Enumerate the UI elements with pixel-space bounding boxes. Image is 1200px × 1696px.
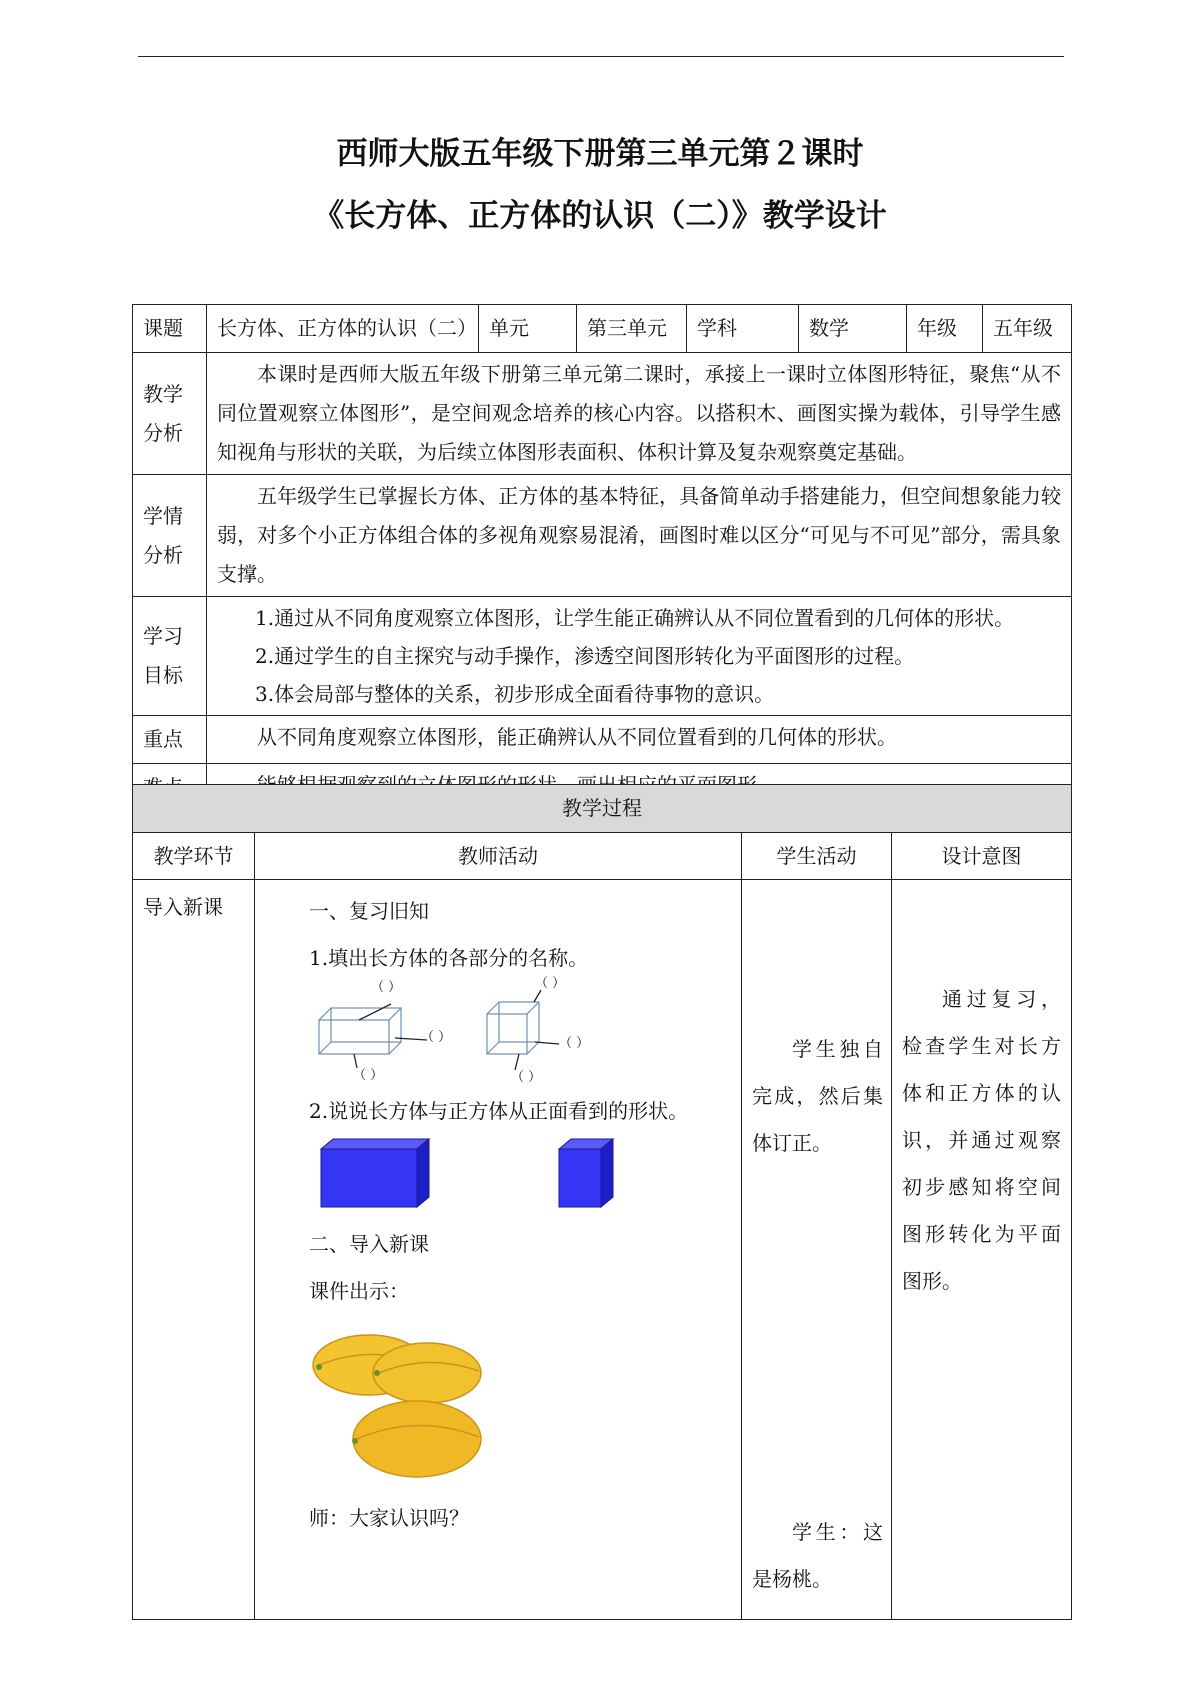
process-table: [132, 784, 1072, 1620]
subject-label: 学科: [687, 305, 799, 353]
part-blank: （ ）: [371, 980, 402, 995]
process-header: 教学过程: [133, 785, 1072, 833]
key-label: 重点: [133, 716, 207, 764]
key-text: 从不同角度观察立体图形，能正确辨认从不同位置看到的几何体的形状。: [207, 716, 1072, 764]
intent-text: 通过复习，检查学生对长方体和正方体的认识，并通过观察初步感知将空间图形转化为平面图形。: [902, 987, 1061, 1293]
question-1: 1.填出长方体的各部分的名称。: [309, 946, 589, 970]
unit-value: 第三单元: [577, 305, 687, 353]
grade-value: 五年级: [983, 305, 1072, 353]
review-heading: 一、复习旧知: [309, 899, 429, 923]
student-text-1: 学生独自完成，然后集体订正。: [752, 1037, 883, 1155]
part-blank: （ ）: [559, 1036, 590, 1051]
goals-label: 学习目标: [133, 597, 207, 716]
solid-figures: [309, 1135, 731, 1221]
intro-heading: 二、导入新课: [309, 1232, 429, 1256]
col-teacher: 教师活动: [255, 833, 742, 880]
unit-label: 单元: [479, 305, 577, 353]
question-2: 2.说说长方体与正方体从正面看到的形状。: [309, 1099, 689, 1123]
teaching-analysis-label: 教学分析: [133, 353, 207, 475]
design-intent: [892, 880, 1072, 1620]
stage-cell: 导入新课: [133, 880, 255, 1620]
goals-list: [207, 597, 1072, 716]
goal-item: 2.通过学生的自主探究与动手操作，渗透空间图形转化为平面图形的过程。: [255, 644, 915, 668]
course-value: 长方体、正方体的认识（二）: [207, 305, 479, 353]
part-blank: （ ）: [535, 976, 566, 991]
student-activity: [742, 880, 892, 1620]
page-title: 西师大版五年级下册第三单元第２课时: [336, 136, 864, 172]
header-rule: [138, 56, 1064, 57]
starfruit-picture: [309, 1315, 489, 1490]
teacher-activity: [255, 880, 742, 1620]
teaching-analysis-text: 本课时是西师大版五年级下册第三单元第二课时，承接上一课时立体图形特征，聚焦“从不同位置观察立体图形”，是空间观念培养的核心内容。以搭积木、画图实操为载体，引导学生感知视角与形状的关联，为后续立体图形表面积、体积计算及复杂观察奠定基础。: [207, 353, 1072, 475]
col-intent: 设计意图: [892, 833, 1072, 880]
student-analysis-text: 五年级学生已掌握长方体、正方体的基本特征，具备简单动手搭建能力，但空间想象能力较弱，对多个小正方体组合体的多视角观察易混淆，画图时难以区分“可见与不可见”部分，需具象支撑。: [207, 475, 1072, 597]
page-subtitle: 《长方体、正方体的认识（二）》教学设计: [313, 198, 887, 234]
goal-item: 1.通过从不同角度观察立体图形，让学生能正确辨认从不同位置看到的几何体的形状。: [255, 606, 1015, 630]
course-label: 课题: [133, 305, 207, 353]
wireframe-figures: [309, 976, 731, 1088]
subject-value: 数学: [799, 305, 907, 353]
goal-item: 3.体会局部与整体的关系，初步形成全面看待事物的意识。: [255, 682, 775, 706]
solid-cuboid-and-cube: [309, 1135, 629, 1215]
part-blank: （ ）: [421, 1030, 452, 1045]
teacher-question: 师：大家认识吗？: [309, 1506, 469, 1530]
courseware-label: 课件出示：: [309, 1279, 409, 1303]
part-blank: （ ）: [511, 1070, 542, 1085]
student-analysis-label: 学情分析: [133, 475, 207, 597]
starfruit-image: [309, 1315, 731, 1495]
part-blank: （ ）: [353, 1068, 384, 1083]
grade-label: 年级: [907, 305, 983, 353]
col-stage: 教学环节: [133, 833, 255, 880]
lesson-info-table: [132, 304, 1072, 812]
student-text-2: 学生：这是杨桃。: [752, 1520, 883, 1591]
col-student: 学生活动: [742, 833, 892, 880]
